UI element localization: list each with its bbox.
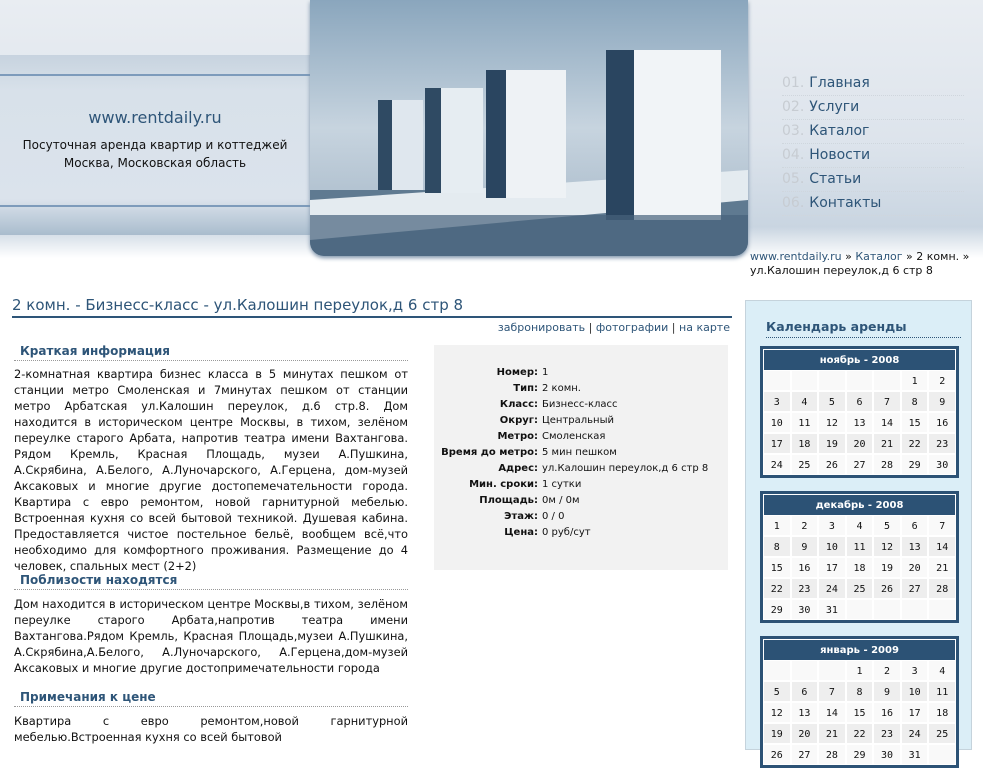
calendar-day[interactable]: 13	[846, 412, 874, 433]
nav-label: Каталог	[809, 123, 870, 139]
calendar-day[interactable]: 19	[873, 557, 901, 578]
calendar-day[interactable]: 15	[901, 412, 929, 433]
section-heading-price-notes: Примечания к цене	[14, 690, 408, 707]
breadcrumb	[750, 250, 983, 278]
calendar-day[interactable]: 25	[928, 723, 956, 744]
calendar-day[interactable]: 1	[763, 515, 791, 536]
nav-item-5[interactable]	[782, 192, 964, 216]
header-buildings-image	[310, 0, 748, 256]
detail-value: Смоленская	[542, 431, 606, 442]
calendar-day[interactable]: 20	[901, 557, 929, 578]
detail-label: Цена:	[504, 527, 538, 538]
calendar-day[interactable]: 11	[928, 681, 956, 702]
breadcrumb-sep: »	[902, 250, 917, 263]
calendar-day[interactable]: 14	[873, 412, 901, 433]
calendar-day[interactable]: 7	[818, 681, 846, 702]
calendar-day[interactable]: 8	[901, 391, 929, 412]
calendar-day[interactable]: 3	[901, 660, 929, 681]
calendar-empty-cell	[791, 660, 819, 681]
calendar-day[interactable]: 31	[901, 744, 929, 765]
calendar-day[interactable]: 17	[818, 557, 846, 578]
calendar-empty-cell	[846, 599, 874, 620]
section-heading-summary: Краткая информация	[14, 344, 408, 361]
calendar-day[interactable]: 13	[901, 536, 929, 557]
calendar-day[interactable]: 24	[818, 578, 846, 599]
calendar-day[interactable]: 7	[928, 515, 956, 536]
calendar-day[interactable]: 19	[818, 433, 846, 454]
detail-row	[434, 365, 728, 381]
detail-row	[434, 429, 728, 445]
detail-value: 1 сутки	[542, 479, 582, 490]
calendar-day[interactable]: 27	[846, 454, 874, 475]
nav-item-3[interactable]	[782, 144, 964, 168]
nav-number: 04.	[782, 147, 805, 163]
calendar-day[interactable]: 18	[791, 433, 819, 454]
breadcrumb-sep: »	[841, 250, 856, 263]
calendar-day[interactable]: 22	[846, 723, 874, 744]
calendar-day[interactable]: 4	[791, 391, 819, 412]
calendar-empty-cell	[763, 370, 791, 391]
calendar-day[interactable]: 15	[846, 702, 874, 723]
calendar-day[interactable]: 23	[928, 433, 956, 454]
calendar-day[interactable]: 8	[846, 681, 874, 702]
calendar-day[interactable]: 20	[791, 723, 819, 744]
calendar-empty-cell	[818, 660, 846, 681]
calendar-day[interactable]: 11	[791, 412, 819, 433]
calendar-day[interactable]: 14	[818, 702, 846, 723]
detail-label: Время до метро:	[441, 447, 538, 458]
detail-value: 5 мин пешком	[542, 447, 617, 458]
calendar-month	[760, 346, 959, 478]
calendar-day[interactable]: 9	[791, 536, 819, 557]
calendar-month-header: декабрь - 2008	[763, 494, 956, 515]
section-heading-nearby: Поблизости находятся	[14, 573, 408, 590]
calendar-day[interactable]: 10	[763, 412, 791, 433]
calendar-month-header: ноябрь - 2008	[763, 349, 956, 370]
detail-row	[434, 509, 728, 525]
divider	[0, 205, 310, 207]
calendar-day[interactable]: 16	[873, 702, 901, 723]
nav-number: 03.	[782, 123, 805, 139]
detail-label: Мин. сроки:	[469, 479, 538, 490]
calendar-day[interactable]: 30	[928, 454, 956, 475]
calendar-day[interactable]: 26	[818, 454, 846, 475]
detail-value: 2 комн.	[542, 383, 581, 394]
calendar-day[interactable]: 30	[873, 744, 901, 765]
calendar-day[interactable]: 9	[873, 681, 901, 702]
breadcrumb-type: 2 комн.	[916, 250, 960, 263]
detail-row	[434, 493, 728, 509]
calendar-day[interactable]: 2	[873, 660, 901, 681]
nav-number: 01.	[782, 75, 805, 91]
calendar-day[interactable]: 17	[763, 433, 791, 454]
calendar-day[interactable]: 9	[928, 391, 956, 412]
calendar-day[interactable]: 5	[873, 515, 901, 536]
calendar-day[interactable]: 10	[901, 681, 929, 702]
nav-number: 02.	[782, 99, 805, 115]
detail-row	[434, 461, 728, 477]
calendar-day[interactable]: 6	[901, 515, 929, 536]
detail-label: Этаж:	[504, 511, 538, 522]
calendar-empty-cell	[928, 599, 956, 620]
calendar-day[interactable]: 29	[763, 599, 791, 620]
calendar-day[interactable]: 28	[928, 578, 956, 599]
calendar-title: Календарь аренды	[766, 319, 961, 338]
calendar-empty-cell	[846, 370, 874, 391]
calendar-day[interactable]: 13	[791, 702, 819, 723]
listing-actions	[12, 321, 730, 334]
section-text-price-notes: Квартира с евро ремонтом,новой гарнитурной мебелью.Встроенная кухня со всей бытовой	[14, 714, 408, 744]
calendar-day[interactable]: 14	[928, 536, 956, 557]
detail-label: Площадь:	[479, 495, 538, 506]
breadcrumb-current: ул.Калошин переулок,д 6 стр 8	[750, 264, 933, 277]
calendar-day[interactable]: 22	[901, 433, 929, 454]
nav-item-2[interactable]	[782, 120, 964, 144]
detail-value: 1	[542, 367, 549, 378]
nav-label: Статьи	[809, 171, 862, 187]
detail-label: Адрес:	[498, 463, 538, 474]
calendar-empty-cell	[873, 599, 901, 620]
detail-row	[434, 477, 728, 493]
calendar-day[interactable]: 31	[818, 599, 846, 620]
calendar-day[interactable]: 29	[846, 744, 874, 765]
calendar-day[interactable]: 2	[928, 370, 956, 391]
calendar-day[interactable]: 11	[846, 536, 874, 557]
nav-label: Услуги	[809, 99, 860, 115]
detail-label: Класс:	[499, 399, 538, 410]
calendar-day[interactable]: 15	[763, 557, 791, 578]
calendar-month-header: январь - 2009	[763, 639, 956, 660]
breadcrumb-catalog[interactable]: Каталог	[855, 250, 903, 263]
calendar-day[interactable]: 25	[791, 454, 819, 475]
calendar-day[interactable]: 23	[791, 578, 819, 599]
detail-label: Тип:	[513, 383, 538, 394]
calendar-day[interactable]: 8	[763, 536, 791, 557]
detail-row	[434, 525, 728, 541]
separator: |	[668, 321, 680, 334]
calendar-day[interactable]: 26	[763, 744, 791, 765]
calendar-month	[760, 636, 959, 768]
calendar-day[interactable]: 24	[901, 723, 929, 744]
calendar-day[interactable]: 25	[846, 578, 874, 599]
divider	[0, 74, 310, 76]
calendar-day[interactable]: 6	[791, 681, 819, 702]
calendar-empty-cell	[791, 370, 819, 391]
calendar-day[interactable]: 12	[873, 536, 901, 557]
site-tagline: Посуточная аренда квартир и коттеджей	[22, 138, 288, 152]
calendar-day[interactable]: 27	[791, 744, 819, 765]
calendar-day[interactable]: 12	[818, 412, 846, 433]
nav-label: Новости	[809, 147, 871, 163]
breadcrumb-sep: »	[959, 250, 970, 263]
calendar-day[interactable]: 20	[846, 433, 874, 454]
calendar-day[interactable]: 4	[928, 660, 956, 681]
detail-value: 0 руб/сут	[542, 527, 591, 538]
detail-value: 0 / 0	[542, 511, 565, 522]
calendar-day[interactable]: 5	[763, 681, 791, 702]
book-link[interactable]: забронировать	[497, 321, 586, 334]
page-title: 2 комн. - Бизнесс-класс - ул.Калошин переулок,д 6 стр 8	[12, 296, 732, 318]
detail-row	[434, 413, 728, 429]
calendar-day[interactable]: 24	[763, 454, 791, 475]
breadcrumb-home[interactable]: www.rentdaily.ru	[750, 250, 842, 263]
nav-label: Контакты	[809, 195, 882, 211]
calendar-empty-cell	[928, 744, 956, 765]
calendar-day[interactable]: 7	[873, 391, 901, 412]
calendar-day[interactable]: 21	[818, 723, 846, 744]
calendar-empty-cell	[873, 370, 901, 391]
detail-row	[434, 381, 728, 397]
detail-value: ул.Калошин переулок,д 6 стр 8	[542, 463, 709, 474]
calendar-day[interactable]: 26	[873, 578, 901, 599]
nav-label: Главная	[809, 75, 870, 91]
nav-item-4[interactable]	[782, 168, 964, 192]
detail-value: Центральный	[542, 415, 614, 426]
detail-value: Бизнесс-класс	[542, 399, 618, 410]
detail-label: Метро:	[497, 431, 538, 442]
calendar-day[interactable]: 28	[818, 744, 846, 765]
detail-label: Округ:	[499, 415, 538, 426]
sidebar-calendar	[745, 300, 972, 761]
calendar-day[interactable]: 22	[763, 578, 791, 599]
calendar-day[interactable]: 23	[873, 723, 901, 744]
site-region: Москва, Московская область	[63, 156, 247, 170]
detail-label: Номер:	[496, 367, 538, 378]
detail-value: 0м / 0м	[542, 495, 580, 506]
nav-item-1[interactable]	[782, 96, 964, 120]
nav-item-0[interactable]	[782, 72, 964, 96]
calendar-month	[760, 491, 959, 623]
calendar-day[interactable]: 28	[873, 454, 901, 475]
calendar-day[interactable]: 17	[901, 702, 929, 723]
calendar-empty-cell	[901, 599, 929, 620]
calendar-day[interactable]: 3	[763, 391, 791, 412]
section-text-nearby: Дом находится в историческом центре Москвы,в тихом, зелёном переулке старого Арбата,напротив театра имени Вахтангова.Рядом Кремль, Красная Площадь,музеи А.Пушкина, А.Скрябина,А.Белого, А.Луночарского, А.Герцена,дом-музей Аксаковых и многие другие достопримечательности города	[14, 597, 408, 675]
calendar-day[interactable]: 16	[928, 412, 956, 433]
calendar-day[interactable]: 30	[791, 599, 819, 620]
calendar-day[interactable]: 18	[846, 557, 874, 578]
calendar-day[interactable]: 3	[818, 515, 846, 536]
calendar-day[interactable]: 2	[791, 515, 819, 536]
photos-link[interactable]: фотографии	[595, 321, 669, 334]
calendar-day[interactable]: 1	[901, 370, 929, 391]
calendar-day[interactable]: 27	[901, 578, 929, 599]
calendar-day[interactable]: 21	[928, 557, 956, 578]
main-nav	[782, 72, 964, 216]
map-link[interactable]: на карте	[679, 321, 730, 334]
calendar-day[interactable]: 16	[791, 557, 819, 578]
calendar-day[interactable]: 19	[763, 723, 791, 744]
calendar-day[interactable]: 18	[928, 702, 956, 723]
detail-row	[434, 445, 728, 461]
calendar-day[interactable]: 5	[818, 391, 846, 412]
property-details	[434, 345, 728, 570]
calendar-day[interactable]: 4	[846, 515, 874, 536]
calendar-day[interactable]: 21	[873, 433, 901, 454]
calendar-empty-cell	[818, 370, 846, 391]
nav-number: 05.	[782, 171, 805, 187]
calendar-day[interactable]: 12	[763, 702, 791, 723]
detail-row	[434, 397, 728, 413]
nav-number: 06.	[782, 195, 805, 211]
section-text-summary: 2-комнатная квартира бизнес класса в 5 минутах пешком от станции метро Смоленская и 7минутах пешком от станции метро Арбатская ул.Калошин переулок, д.6 стр.8. Дом находится в историческом центре Москвы, в тихом, зелёном переулке старого Арбата, напротив театра имени Вахтангова. Рядом Кремль, Красная Площадь, музеи А.Пушкина, А.Скрябина, А.Белого, А.Луночарского, А.Герцена, дом-музей Аксаковых и многие другие достопемечательности города. Квартира с евро ремонтом, новой гарнитурной мебелью. Встроенная кухня со всей бытовой техникой. Душевая кабина. Предоставляется чистое постельное бельё, вообщем всё,что необходимо для комфортного проживания. Размещение до 4 человек, спальных мест (2+2)	[14, 367, 408, 573]
calendar-day[interactable]: 10	[818, 536, 846, 557]
calendar-day[interactable]: 6	[846, 391, 874, 412]
calendar-day[interactable]: 29	[901, 454, 929, 475]
calendar-empty-cell	[763, 660, 791, 681]
separator: |	[585, 321, 596, 334]
calendar-day[interactable]: 1	[846, 660, 874, 681]
site-name[interactable]: www.rentdaily.ru	[88, 108, 222, 127]
